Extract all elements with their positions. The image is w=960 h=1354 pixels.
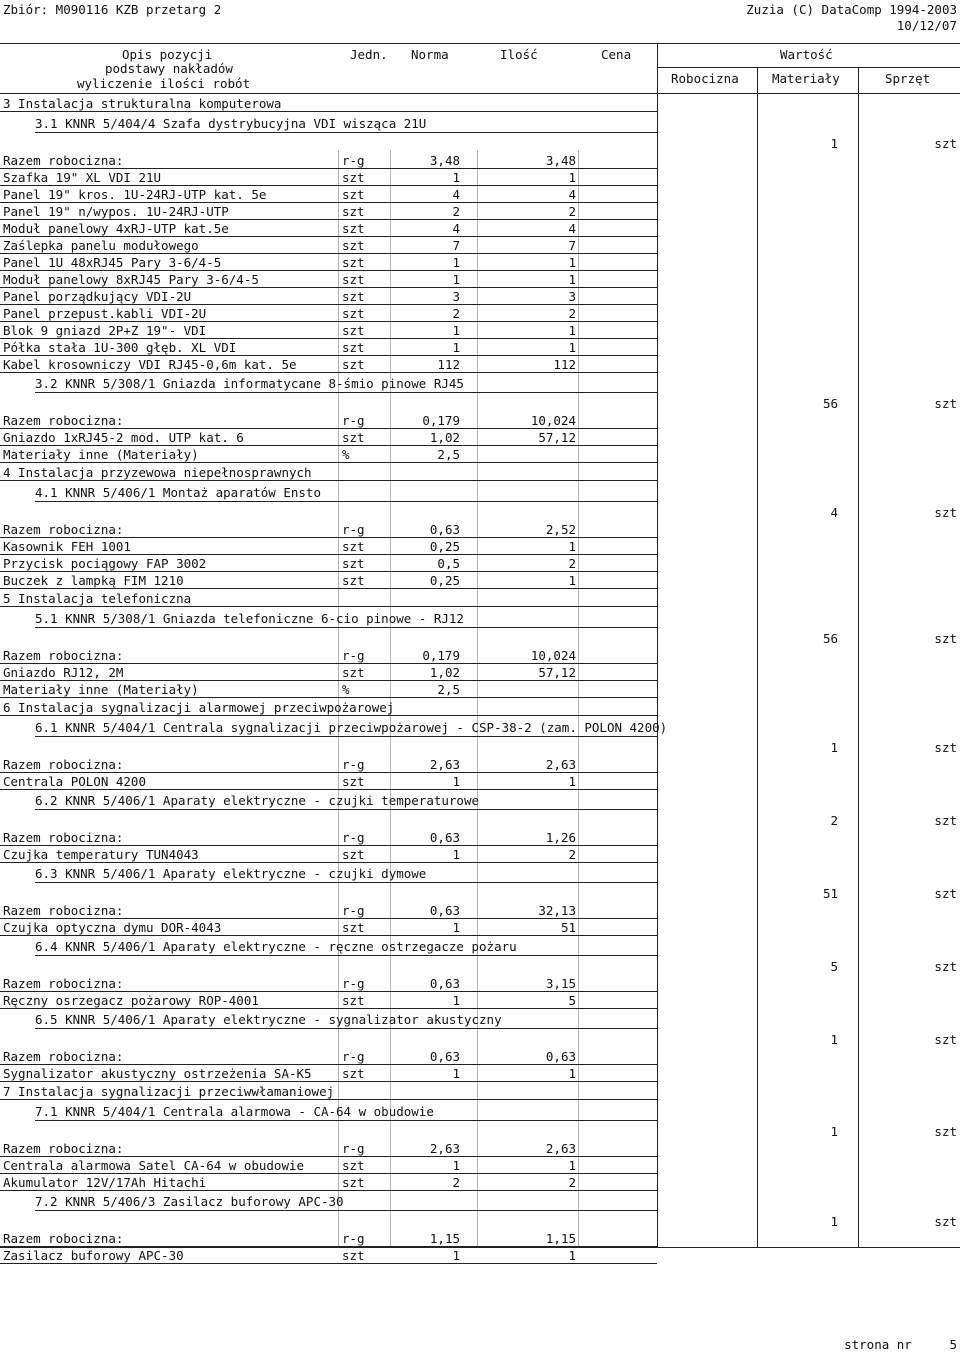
row-rule [0,715,657,716]
row-norm: 0,63 [429,976,460,991]
position-title: 4.1 KNNR 5/406/1 Montaż aparatów Ensto [35,485,321,500]
row-unit: szt [342,170,365,185]
table-row [0,1140,960,1157]
row-rule [0,862,657,863]
col-norm: Norma [411,47,449,62]
row-quantity: 112 [553,357,576,372]
row-unit: szt [342,255,365,270]
row-rule [0,935,657,936]
row-description: Razem robocizna: [3,1231,124,1246]
row-description: Buczek z lampką FIM 1210 [3,573,184,588]
row-unit: r-g [342,757,365,772]
software-copyright: Zuzia (C) DataComp 1994-2003 [746,2,957,17]
row-norm: 1 [452,1066,460,1081]
row-unit: r-g [342,413,365,428]
row-quantity: 0,63 [545,1049,576,1064]
row-unit: szt [342,539,365,554]
column-divider [477,150,478,1248]
row-norm: 1 [452,255,460,270]
position-title: 6.1 KNNR 5/404/1 Centrala sygnalizacji przeciwpożarowej - CSP-38-2 (zam. POLON 4200) [35,720,668,735]
column-divider [390,150,391,1248]
col-desc-line3: wyliczenie ilości robót [77,76,251,91]
row-description: Sygnalizator akustyczny ostrzeżenia SA-K5 [3,1066,312,1081]
row-norm: 3 [452,289,460,304]
row-unit: szt [342,357,365,372]
row-rule [0,111,657,112]
table-row [0,288,960,305]
row-unit: szt [342,272,365,287]
row-norm: 1,02 [429,665,460,680]
page-label: strona nr [844,1337,912,1352]
row-rule [0,1190,657,1191]
row-unit: szt [342,238,365,253]
col-equipment: Sprzęt [885,71,931,86]
row-quantity: 1 [568,774,576,789]
row-quantity: 3,48 [545,153,576,168]
row-unit: szt [342,187,365,202]
col-price: Cena [601,47,632,62]
row-unit: szt [342,1175,365,1190]
row-quantity: 2 [568,306,576,321]
table-row [0,429,960,446]
position-unit: szt [934,959,957,974]
section-title: 6 Instalacja sygnalizacji alarmowej przeciwpożarowej [3,700,395,715]
row-description: Materiały inne (Materiały) [3,447,199,462]
position-unit: szt [934,396,957,411]
page-header [0,0,960,40]
row-description: Kabel krosowniczy VDI RJ45-0,6m kat. 5e [3,357,297,372]
row-norm: 2 [452,1175,460,1190]
row-description: Kasownik FEH 1001 [3,539,131,554]
table-row [0,681,960,698]
row-norm: 1 [452,272,460,287]
row-description: Przycisk pociągowy FAP 3002 [3,556,207,571]
row-rule [0,462,657,463]
table-row [0,572,960,589]
column-header [0,44,960,94]
position-quantity: 1 [830,136,838,151]
row-norm: 1 [452,340,460,355]
position-quantity: 1 [830,1124,838,1139]
position-quantity: 1 [830,740,838,755]
row-description: Zasilacz buforowy APC-30 [3,1248,184,1263]
column-divider [578,150,579,1248]
row-unit: % [342,682,350,697]
position-unit: szt [934,1032,957,1047]
row-description: Panel 19" kros. 1U-24RJ-UTP kat. 5e [3,187,267,202]
table-row [0,1157,960,1174]
table-row [0,220,960,237]
position-title: 6.2 KNNR 5/406/1 Aparaty elektryczne - czujki temperaturowe [35,793,480,808]
row-quantity: 1 [568,340,576,355]
table-row [0,446,960,463]
row-norm: 0,179 [422,648,460,663]
row-rule [35,1210,657,1211]
row-norm: 1 [452,1248,460,1263]
position-quantity: 5 [830,959,838,974]
page-footer [844,1337,957,1352]
row-quantity: 57,12 [538,665,576,680]
row-unit: szt [342,306,365,321]
row-norm: 1 [452,170,460,185]
table-row [0,919,960,936]
table-row [0,829,960,846]
table-row [0,1247,960,1264]
row-quantity: 1 [568,255,576,270]
position-unit: szt [934,740,957,755]
row-description: Akumulator 12V/17Ah Hitachi [3,1175,207,1190]
position-quantity: 2 [830,813,838,828]
row-description: Półka stała 1U-300 głęb. XL VDI [3,340,237,355]
row-description: Razem robocizna: [3,1049,124,1064]
row-description: Razem robocizna: [3,648,124,663]
row-norm: 1 [452,1158,460,1173]
row-unit: szt [342,1248,365,1263]
row-description: Szafka 19" XL VDI 21U [3,170,162,185]
row-description: Razem robocizna: [3,413,124,428]
table-row [0,992,960,1009]
row-quantity: 2 [568,204,576,219]
row-norm: 4 [452,221,460,236]
row-rule [35,501,657,502]
row-unit: r-g [342,830,365,845]
row-norm: 2 [452,306,460,321]
row-description: Razem robocizna: [3,903,124,918]
row-unit: szt [342,993,365,1008]
row-rule [0,789,657,790]
table-row [0,521,960,538]
row-unit: r-g [342,903,365,918]
row-description: Razem robocizna: [3,976,124,991]
position-unit: szt [934,631,957,646]
table-row [0,538,960,555]
position-unit: szt [934,505,957,520]
row-quantity: 4 [568,221,576,236]
table-row [0,186,960,203]
header-bottom-rule [0,93,960,94]
collection-name: Zbiór: M090116 KZB przetarg 2 [3,2,222,17]
row-unit: szt [342,1066,365,1081]
position-title: 6.3 KNNR 5/406/1 Aparaty elektryczne - czujki dymowe [35,866,427,881]
table-row [0,1065,960,1082]
position-title: 3.1 KNNR 5/404/4 Szafa dystrybucyjna VDI wisząca 21U [35,116,427,131]
table-row [0,254,960,271]
row-quantity: 10,024 [530,648,576,663]
row-description: Ręczny osrzegacz pożarowy ROP-4001 [3,993,259,1008]
row-rule [0,372,657,373]
table-row [0,1174,960,1191]
row-quantity: 4 [568,187,576,202]
row-rule [0,1263,657,1264]
table-row [0,356,960,373]
row-description: Czujka optyczna dymu DOR-4043 [3,920,222,935]
table-row [0,846,960,863]
row-rule [35,882,657,883]
row-norm: 0,25 [429,573,460,588]
row-norm: 0,179 [422,413,460,428]
position-unit: szt [934,813,957,828]
row-description: Razem robocizna: [3,153,124,168]
row-unit: szt [342,340,365,355]
table-row [0,1048,960,1065]
row-unit: r-g [342,1231,365,1246]
row-norm: 2,5 [437,447,460,462]
row-quantity: 3,15 [545,976,576,991]
table-row [0,203,960,220]
row-unit: r-g [342,522,365,537]
position-unit: szt [934,1124,957,1139]
header-top-rule [0,43,960,44]
row-norm: 1 [452,993,460,1008]
row-quantity: 5 [568,993,576,1008]
row-quantity: 2 [568,556,576,571]
row-rule [35,1028,657,1029]
row-quantity: 32,13 [538,903,576,918]
row-unit: szt [342,221,365,236]
position-quantity: 56 [822,396,838,411]
position-quantity: 4 [830,505,838,520]
row-unit: r-g [342,976,365,991]
position-title: 7.1 KNNR 5/404/1 Centrala alarmowa - CA-64 w obudowie [35,1104,434,1119]
row-unit: szt [342,556,365,571]
row-description: Centrala alarmowa Satel CA-64 w obudowie [3,1158,305,1173]
position-quantity: 51 [822,886,838,901]
row-quantity: 2 [568,847,576,862]
row-quantity: 2 [568,1175,576,1190]
row-rule [0,480,657,481]
row-description: Razem robocizna: [3,830,124,845]
row-norm: 3,48 [429,153,460,168]
row-rule [35,627,657,628]
row-unit: % [342,447,350,462]
row-description: Czujka temperatury TUN4043 [3,847,199,862]
row-description: Razem robocizna: [3,757,124,772]
table-row [0,902,960,919]
row-description: Zaślepka panelu modułowego [3,238,199,253]
row-unit: szt [342,920,365,935]
table-row [0,756,960,773]
row-rule [35,132,657,133]
row-unit: szt [342,847,365,862]
row-unit: r-g [342,1141,365,1156]
row-rule [35,736,657,737]
position-unit: szt [934,886,957,901]
col-desc-line1: Opis pozycji [122,47,213,62]
print-date: 10/12/07 [896,18,957,33]
table-row [0,664,960,681]
row-quantity: 3 [568,289,576,304]
row-quantity: 1 [568,170,576,185]
row-norm: 2,63 [429,1141,460,1156]
row-description: Materiały inne (Materiały) [3,682,199,697]
row-description: Razem robocizna: [3,522,124,537]
col-value: Wartość [780,47,833,62]
row-quantity: 7 [568,238,576,253]
row-unit: szt [342,1158,365,1173]
row-unit: r-g [342,153,365,168]
row-norm: 0,63 [429,1049,460,1064]
position-unit: szt [934,136,957,151]
row-norm: 0,63 [429,522,460,537]
table-row [0,152,960,169]
row-unit: szt [342,573,365,588]
row-norm: 112 [437,357,460,372]
row-quantity: 1 [568,1248,576,1263]
row-rule [0,697,657,698]
section-title: 3 Instalacja strukturalna komputerowa [3,96,282,111]
row-norm: 1 [452,774,460,789]
row-description: Panel 19" n/wypos. 1U-24RJ-UTP [3,204,229,219]
row-quantity: 10,024 [530,413,576,428]
row-norm: 0,25 [429,539,460,554]
row-rule [0,1081,657,1082]
row-quantity: 2,63 [545,757,576,772]
row-quantity: 1,15 [545,1231,576,1246]
row-norm: 1 [452,323,460,338]
value-subheader-rule [657,67,960,68]
row-description: Gniazdo RJ12, 2M [3,665,124,680]
row-description: Panel 1U 48xRJ45 Pary 3-6/4-5 [3,255,222,270]
position-title: 6.4 KNNR 5/406/1 Aparaty elektryczne - ręczne ostrzegacze pożaru [35,939,517,954]
col-labor: Robocizna [671,71,739,86]
row-norm: 4 [452,187,460,202]
row-description: Blok 9 gniazd 2P+Z 19"- VDI [3,323,207,338]
table-row [0,647,960,664]
row-rule [0,1099,657,1100]
row-description: Panel przepust.kabli VDI-2U [3,306,207,321]
row-quantity: 1 [568,323,576,338]
row-quantity: 1 [568,1158,576,1173]
row-quantity: 51 [560,920,576,935]
table-row [0,237,960,254]
page-number: 5 [949,1337,957,1352]
column-divider [338,150,339,1248]
position-title: 6.5 KNNR 5/406/1 Aparaty elektryczne - sygnalizator akustyczny [35,1012,502,1027]
table-row [0,412,960,429]
table-row [0,169,960,186]
table-row [0,1230,960,1247]
row-norm: 2,5 [437,682,460,697]
row-unit: szt [342,774,365,789]
table-row [0,975,960,992]
row-norm: 1 [452,920,460,935]
row-unit: szt [342,665,365,680]
row-description: Centrala POLON 4200 [3,774,146,789]
row-description: Panel porządkujący VDI-2U [3,289,192,304]
row-unit: szt [342,204,365,219]
row-description: Gniazdo 1xRJ45-2 mod. UTP kat. 6 [3,430,244,445]
row-norm: 1,15 [429,1231,460,1246]
row-quantity: 57,12 [538,430,576,445]
row-norm: 7 [452,238,460,253]
row-norm: 0,63 [429,830,460,845]
position-quantity: 1 [830,1214,838,1229]
row-unit: r-g [342,648,365,663]
row-quantity: 2,52 [545,522,576,537]
row-quantity: 2,63 [545,1141,576,1156]
table-row [0,322,960,339]
position-quantity: 56 [822,631,838,646]
table-row [0,305,960,322]
row-quantity: 1 [568,1066,576,1081]
row-description: Razem robocizna: [3,1141,124,1156]
table-row [0,555,960,572]
row-rule [0,606,657,607]
row-rule [0,588,657,589]
position-quantity: 1 [830,1032,838,1047]
row-quantity: 1 [568,539,576,554]
row-norm: 1,02 [429,430,460,445]
position-title: 3.2 KNNR 5/308/1 Gniazda informatycane 8-śmio pinowe RJ45 [35,376,464,391]
position-unit: szt [934,1214,957,1229]
position-title: 7.2 KNNR 5/406/3 Zasilacz buforowy APC-30 [35,1194,344,1209]
row-rule [35,809,657,810]
row-norm: 2 [452,204,460,219]
col-qty: Ilość [500,47,538,62]
row-unit: szt [342,289,365,304]
row-unit: szt [342,430,365,445]
row-quantity: 1 [568,272,576,287]
table-row [0,271,960,288]
section-title: 7 Instalacja sygnalizacji przeciwwłamaniowej [3,1084,335,1099]
row-rule [35,955,657,956]
position-title: 5.1 KNNR 5/308/1 Gniazda telefoniczne 6-cio pinowe - RJ12 [35,611,464,626]
row-quantity: 1,26 [545,830,576,845]
row-description: Moduł panelowy 4xRJ-UTP kat.5e [3,221,229,236]
table-row [0,339,960,356]
row-norm: 2,63 [429,757,460,772]
row-rule [35,392,657,393]
row-description: Moduł panelowy 8xRJ45 Pary 3-6/4-5 [3,272,259,287]
row-norm: 0,5 [437,556,460,571]
section-title: 5 Instalacja telefoniczna [3,591,192,606]
col-desc-line2: podstawy nakładów [105,61,233,76]
col-materials: Materiały [772,71,840,86]
row-quantity: 1 [568,573,576,588]
section-title: 4 Instalacja przyzewowa niepełnosprawnych [3,465,312,480]
row-rule [35,1120,657,1121]
row-norm: 1 [452,847,460,862]
row-unit: szt [342,323,365,338]
row-rule [0,1008,657,1009]
table-row [0,773,960,790]
row-unit: r-g [342,1049,365,1064]
row-norm: 0,63 [429,903,460,918]
col-unit: Jedn. [350,47,388,62]
